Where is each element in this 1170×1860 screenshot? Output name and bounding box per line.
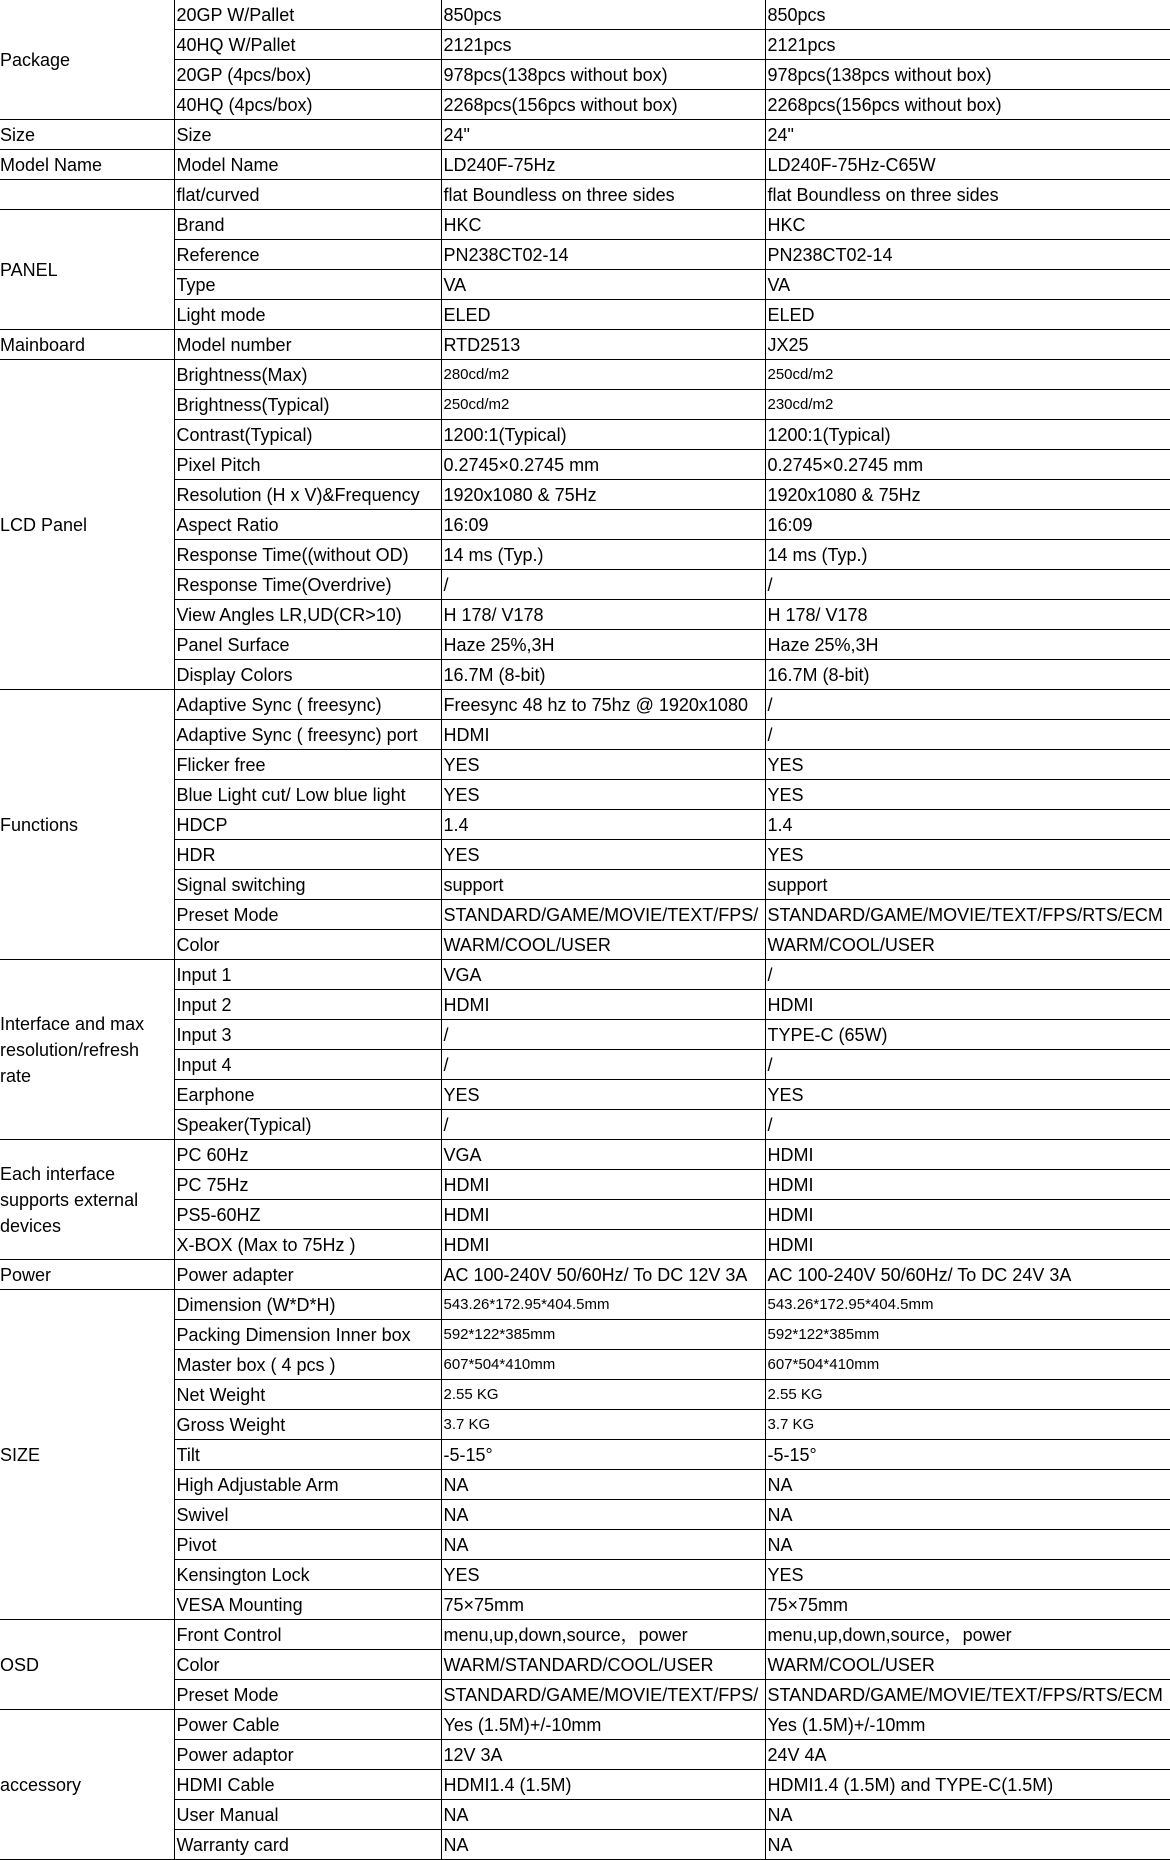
model-2-value-cell: 1920x1080 & 75Hz <box>765 480 1170 510</box>
spec-label-cell: Model Name <box>174 150 441 180</box>
model-2-value-cell: / <box>765 720 1170 750</box>
model-1-value-cell: NA <box>441 1800 765 1830</box>
model-1-value-cell: H 178/ V178 <box>441 600 765 630</box>
category-cell: Mainboard <box>0 330 174 360</box>
table-row <box>0 1620 1170 1650</box>
model-1-value-cell: 850pcs <box>441 0 765 30</box>
model-2-value-cell: NA <box>765 1530 1170 1560</box>
spec-label-cell: Response Time(Overdrive) <box>174 570 441 600</box>
category-cell: accessory <box>0 1710 174 1860</box>
model-1-value-cell: 2.55 KG <box>441 1380 765 1410</box>
table-row <box>0 1740 1170 1770</box>
model-2-value-cell: NA <box>765 1470 1170 1500</box>
spec-label-cell: Power adapter <box>174 1260 441 1290</box>
category-cell: Each interface supports external devices <box>0 1140 174 1260</box>
model-2-value-cell: / <box>765 690 1170 720</box>
spec-label-cell: PS5-60HZ <box>174 1200 441 1230</box>
spec-label-cell: Gross Weight <box>174 1410 441 1440</box>
model-2-value-cell: 24" <box>765 120 1170 150</box>
spec-label-cell: High Adjustable Arm <box>174 1470 441 1500</box>
model-2-value-cell: LD240F-75Hz-C65W <box>765 150 1170 180</box>
model-2-value-cell: VA <box>765 270 1170 300</box>
table-row <box>0 810 1170 840</box>
spec-label-cell: Brightness(Max) <box>174 360 441 390</box>
spec-label-cell: Kensington Lock <box>174 1560 441 1590</box>
model-2-value-cell: 0.2745×0.2745 mm <box>765 450 1170 480</box>
model-2-value-cell: 543.26*172.95*404.5mm <box>765 1290 1170 1320</box>
model-1-value-cell: / <box>441 1110 765 1140</box>
model-2-value-cell: 2.55 KG <box>765 1380 1170 1410</box>
model-2-value-cell: menu,up,down,source，power <box>765 1620 1170 1650</box>
model-1-value-cell: WARM/STANDARD/COOL/USER <box>441 1650 765 1680</box>
table-row <box>0 330 1170 360</box>
model-2-value-cell: 978pcs(138pcs without box) <box>765 60 1170 90</box>
model-1-value-cell: / <box>441 570 765 600</box>
spec-label-cell: VESA Mounting <box>174 1590 441 1620</box>
spec-label-cell: PC 75Hz <box>174 1170 441 1200</box>
model-1-value-cell: 12V 3A <box>441 1740 765 1770</box>
category-cell: Interface and max resolution/refresh rate <box>0 960 174 1140</box>
model-1-value-cell: 24" <box>441 120 765 150</box>
model-2-value-cell: / <box>765 1050 1170 1080</box>
spec-label-cell: X-BOX (Max to 75Hz ) <box>174 1230 441 1260</box>
spec-label-cell: HDR <box>174 840 441 870</box>
model-1-value-cell: 2268pcs(156pcs without box) <box>441 90 765 120</box>
model-1-value-cell: 1920x1080 & 75Hz <box>441 480 765 510</box>
spec-label-cell: Adaptive Sync ( freesync) <box>174 690 441 720</box>
table-row <box>0 570 1170 600</box>
model-1-value-cell: 978pcs(138pcs without box) <box>441 60 765 90</box>
model-1-value-cell: 543.26*172.95*404.5mm <box>441 1290 765 1320</box>
spec-label-cell: Preset Mode <box>174 900 441 930</box>
model-1-value-cell: STANDARD/GAME/MOVIE/TEXT/FPS/ <box>441 1680 765 1710</box>
table-row <box>0 1320 1170 1350</box>
table-row <box>0 870 1170 900</box>
model-1-value-cell: YES <box>441 840 765 870</box>
category-cell: Functions <box>0 690 174 960</box>
table-row <box>0 720 1170 750</box>
model-1-value-cell: RTD2513 <box>441 330 765 360</box>
spec-label-cell: Power Cable <box>174 1710 441 1740</box>
model-2-value-cell: STANDARD/GAME/MOVIE/TEXT/FPS/RTS/ECM <box>765 1680 1170 1710</box>
model-2-value-cell: HKC <box>765 210 1170 240</box>
spec-label-cell: View Angles LR,UD(CR>10) <box>174 600 441 630</box>
table-row <box>0 1440 1170 1470</box>
spec-label-cell: Pixel Pitch <box>174 450 441 480</box>
spec-label-cell: Power adaptor <box>174 1740 441 1770</box>
model-2-value-cell: 607*504*410mm <box>765 1350 1170 1380</box>
model-1-value-cell: NA <box>441 1500 765 1530</box>
model-1-value-cell: HDMI <box>441 1200 765 1230</box>
table-row <box>0 1410 1170 1440</box>
category-cell: OSD <box>0 1620 174 1710</box>
spec-label-cell: Display Colors <box>174 660 441 690</box>
table-row <box>0 0 1170 30</box>
table-row <box>0 1140 1170 1170</box>
table-row <box>0 840 1170 870</box>
model-2-value-cell: 2121pcs <box>765 30 1170 60</box>
model-1-value-cell: NA <box>441 1530 765 1560</box>
model-2-value-cell: HDMI <box>765 1170 1170 1200</box>
table-row <box>0 1590 1170 1620</box>
model-1-value-cell: Haze 25%,3H <box>441 630 765 660</box>
table-row <box>0 390 1170 420</box>
spec-label-cell: Brand <box>174 210 441 240</box>
spec-label-cell: PC 60Hz <box>174 1140 441 1170</box>
table-row <box>0 90 1170 120</box>
table-row <box>0 630 1170 660</box>
model-1-value-cell: 14 ms (Typ.) <box>441 540 765 570</box>
spec-label-cell: Input 1 <box>174 960 441 990</box>
model-2-value-cell: NA <box>765 1800 1170 1830</box>
model-2-value-cell: WARM/COOL/USER <box>765 930 1170 960</box>
model-2-value-cell: ELED <box>765 300 1170 330</box>
table-row <box>0 360 1170 390</box>
model-1-value-cell: HDMI <box>441 1230 765 1260</box>
model-2-value-cell: JX25 <box>765 330 1170 360</box>
model-1-value-cell: 592*122*385mm <box>441 1320 765 1350</box>
model-1-value-cell: -5-15° <box>441 1440 765 1470</box>
spec-label-cell: Pivot <box>174 1530 441 1560</box>
spec-label-cell: Master box ( 4 pcs ) <box>174 1350 441 1380</box>
model-1-value-cell: ELED <box>441 300 765 330</box>
spec-label-cell: Resolution (H x V)&Frequency <box>174 480 441 510</box>
model-1-value-cell: 1200:1(Typical) <box>441 420 765 450</box>
category-cell: PANEL <box>0 210 174 330</box>
spec-label-cell: Front Control <box>174 1620 441 1650</box>
model-1-value-cell: VA <box>441 270 765 300</box>
category-cell: LCD Panel <box>0 360 174 690</box>
model-1-value-cell: menu,up,down,source，power <box>441 1620 765 1650</box>
model-1-value-cell: 2121pcs <box>441 30 765 60</box>
model-1-value-cell: HDMI <box>441 720 765 750</box>
spec-label-cell: Brightness(Typical) <box>174 390 441 420</box>
model-1-value-cell: 0.2745×0.2745 mm <box>441 450 765 480</box>
table-row <box>0 510 1170 540</box>
table-row <box>0 30 1170 60</box>
model-1-value-cell: 75×75mm <box>441 1590 765 1620</box>
model-2-value-cell: H 178/ V178 <box>765 600 1170 630</box>
spec-label-cell: Preset Mode <box>174 1680 441 1710</box>
spec-label-cell: Earphone <box>174 1080 441 1110</box>
model-1-value-cell: YES <box>441 1560 765 1590</box>
table-row <box>0 60 1170 90</box>
model-1-value-cell: HDMI1.4 (1.5M) <box>441 1770 765 1800</box>
model-2-value-cell: 250cd/m2 <box>765 360 1170 390</box>
model-1-value-cell: / <box>441 1050 765 1080</box>
model-2-value-cell: 850pcs <box>765 0 1170 30</box>
model-2-value-cell: HDMI <box>765 1140 1170 1170</box>
model-2-value-cell: 230cd/m2 <box>765 390 1170 420</box>
spec-label-cell: 40HQ W/Pallet <box>174 30 441 60</box>
model-1-value-cell: 607*504*410mm <box>441 1350 765 1380</box>
table-row <box>0 960 1170 990</box>
model-2-value-cell: Yes (1.5M)+/-10mm <box>765 1710 1170 1740</box>
category-cell: Size <box>0 120 174 150</box>
model-2-value-cell: / <box>765 570 1170 600</box>
table-row <box>0 1350 1170 1380</box>
model-2-value-cell: YES <box>765 780 1170 810</box>
model-2-value-cell: TYPE-C (65W) <box>765 1020 1170 1050</box>
table-row <box>0 1020 1170 1050</box>
table-row <box>0 660 1170 690</box>
spec-label-cell: Speaker(Typical) <box>174 1110 441 1140</box>
model-1-value-cell: HDMI <box>441 990 765 1020</box>
model-2-value-cell: 1.4 <box>765 810 1170 840</box>
table-row <box>0 1050 1170 1080</box>
model-1-value-cell: YES <box>441 780 765 810</box>
table-row <box>0 1530 1170 1560</box>
spec-label-cell: flat/curved <box>174 180 441 210</box>
table-row <box>0 210 1170 240</box>
model-2-value-cell: STANDARD/GAME/MOVIE/TEXT/FPS/RTS/ECM <box>765 900 1170 930</box>
table-row <box>0 1110 1170 1140</box>
model-1-value-cell: VGA <box>441 1140 765 1170</box>
spec-label-cell: Aspect Ratio <box>174 510 441 540</box>
spec-label-cell: Flicker free <box>174 750 441 780</box>
model-2-value-cell: YES <box>765 840 1170 870</box>
spec-label-cell: Color <box>174 930 441 960</box>
model-2-value-cell: YES <box>765 750 1170 780</box>
model-2-value-cell: 75×75mm <box>765 1590 1170 1620</box>
table-row <box>0 600 1170 630</box>
spec-label-cell: Warranty card <box>174 1830 441 1860</box>
model-2-value-cell: Haze 25%,3H <box>765 630 1170 660</box>
model-2-value-cell: 1200:1(Typical) <box>765 420 1170 450</box>
table-row <box>0 750 1170 780</box>
spec-label-cell: Panel Surface <box>174 630 441 660</box>
table-row <box>0 540 1170 570</box>
model-2-value-cell: HDMI1.4 (1.5M) and TYPE-C(1.5M) <box>765 1770 1170 1800</box>
model-2-value-cell: / <box>765 1110 1170 1140</box>
spec-label-cell: Tilt <box>174 1440 441 1470</box>
spec-label-cell: Reference <box>174 240 441 270</box>
model-2-value-cell: HDMI <box>765 990 1170 1020</box>
model-1-value-cell: 250cd/m2 <box>441 390 765 420</box>
category-cell: Package <box>0 0 174 120</box>
model-1-value-cell: STANDARD/GAME/MOVIE/TEXT/FPS/ <box>441 900 765 930</box>
table-row <box>0 150 1170 180</box>
model-2-value-cell: 16:09 <box>765 510 1170 540</box>
table-row <box>0 1230 1170 1260</box>
spec-label-cell: Type <box>174 270 441 300</box>
model-2-value-cell: NA <box>765 1500 1170 1530</box>
model-2-value-cell: YES <box>765 1560 1170 1590</box>
model-2-value-cell: WARM/COOL/USER <box>765 1650 1170 1680</box>
spec-label-cell: Size <box>174 120 441 150</box>
table-row <box>0 1170 1170 1200</box>
model-1-value-cell: YES <box>441 1080 765 1110</box>
spec-label-cell: Input 2 <box>174 990 441 1020</box>
spec-label-cell: Response Time((without OD) <box>174 540 441 570</box>
spec-label-cell: Dimension (W*D*H) <box>174 1290 441 1320</box>
table-row <box>0 1710 1170 1740</box>
spec-label-cell: HDCP <box>174 810 441 840</box>
spec-label-cell: Model number <box>174 330 441 360</box>
model-2-value-cell: 2268pcs(156pcs without box) <box>765 90 1170 120</box>
table-row <box>0 1080 1170 1110</box>
model-2-value-cell: HDMI <box>765 1200 1170 1230</box>
model-2-value-cell: / <box>765 960 1170 990</box>
model-1-value-cell: HKC <box>441 210 765 240</box>
spec-label-cell: HDMI Cable <box>174 1770 441 1800</box>
model-2-value-cell: AC 100-240V 50/60Hz/ To DC 24V 3A <box>765 1260 1170 1290</box>
table-row <box>0 1380 1170 1410</box>
model-2-value-cell: support <box>765 870 1170 900</box>
spec-label-cell: Net Weight <box>174 1380 441 1410</box>
model-2-value-cell: flat Boundless on three sides <box>765 180 1170 210</box>
spec-label-cell: Light mode <box>174 300 441 330</box>
category-cell <box>0 180 174 210</box>
model-1-value-cell: AC 100-240V 50/60Hz/ To DC 12V 3A <box>441 1260 765 1290</box>
table-row <box>0 1200 1170 1230</box>
spec-label-cell: Color <box>174 1650 441 1680</box>
table-row <box>0 1500 1170 1530</box>
model-2-value-cell: 3.7 KG <box>765 1410 1170 1440</box>
model-1-value-cell: VGA <box>441 960 765 990</box>
model-1-value-cell: 16.7M (8-bit) <box>441 660 765 690</box>
model-1-value-cell: flat Boundless on three sides <box>441 180 765 210</box>
model-2-value-cell: YES <box>765 1080 1170 1110</box>
spec-label-cell: Swivel <box>174 1500 441 1530</box>
table-row <box>0 1650 1170 1680</box>
spec-label-cell: Blue Light cut/ Low blue light <box>174 780 441 810</box>
table-row <box>0 1560 1170 1590</box>
model-1-value-cell: 1.4 <box>441 810 765 840</box>
model-2-value-cell: 14 ms (Typ.) <box>765 540 1170 570</box>
model-1-value-cell: 3.7 KG <box>441 1410 765 1440</box>
model-1-value-cell: Freesync 48 hz to 75hz @ 1920x1080 <box>441 690 765 720</box>
model-2-value-cell: 24V 4A <box>765 1740 1170 1770</box>
table-row <box>0 180 1170 210</box>
table-row <box>0 120 1170 150</box>
table-row <box>0 900 1170 930</box>
table-row <box>0 1770 1170 1800</box>
table-row <box>0 1800 1170 1830</box>
category-cell: SIZE <box>0 1290 174 1620</box>
model-2-value-cell: HDMI <box>765 1230 1170 1260</box>
model-1-value-cell: NA <box>441 1830 765 1860</box>
spec-label-cell: User Manual <box>174 1800 441 1830</box>
model-1-value-cell: 280cd/m2 <box>441 360 765 390</box>
table-row <box>0 1260 1170 1290</box>
model-2-value-cell: -5-15° <box>765 1440 1170 1470</box>
spec-label-cell: Contrast(Typical) <box>174 420 441 450</box>
model-2-value-cell: NA <box>765 1830 1170 1860</box>
spec-label-cell: 40HQ (4pcs/box) <box>174 90 441 120</box>
model-2-value-cell: 592*122*385mm <box>765 1320 1170 1350</box>
table-row <box>0 990 1170 1020</box>
table-row <box>0 420 1170 450</box>
table-row <box>0 1680 1170 1710</box>
model-1-value-cell: NA <box>441 1470 765 1500</box>
model-1-value-cell: WARM/COOL/USER <box>441 930 765 960</box>
category-cell: Model Name <box>0 150 174 180</box>
model-1-value-cell: LD240F-75Hz <box>441 150 765 180</box>
model-1-value-cell: HDMI <box>441 1170 765 1200</box>
table-row <box>0 450 1170 480</box>
spec-label-cell: 20GP (4pcs/box) <box>174 60 441 90</box>
table-row <box>0 270 1170 300</box>
model-1-value-cell: support <box>441 870 765 900</box>
spec-label-cell: 20GP W/Pallet <box>174 0 441 30</box>
model-1-value-cell: PN238CT02-14 <box>441 240 765 270</box>
table-row <box>0 1470 1170 1500</box>
model-2-value-cell: PN238CT02-14 <box>765 240 1170 270</box>
spec-label-cell: Input 3 <box>174 1020 441 1050</box>
spec-label-cell: Adaptive Sync ( freesync) port <box>174 720 441 750</box>
table-row <box>0 300 1170 330</box>
table-row <box>0 930 1170 960</box>
table-row <box>0 240 1170 270</box>
category-cell: Power <box>0 1260 174 1290</box>
table-row <box>0 690 1170 720</box>
table-row <box>0 780 1170 810</box>
table-row <box>0 1290 1170 1320</box>
spec-label-cell: Packing Dimension Inner box <box>174 1320 441 1350</box>
model-1-value-cell: Yes (1.5M)+/-10mm <box>441 1710 765 1740</box>
table-row <box>0 1830 1170 1860</box>
model-1-value-cell: 16:09 <box>441 510 765 540</box>
spec-label-cell: Input 4 <box>174 1050 441 1080</box>
model-1-value-cell: YES <box>441 750 765 780</box>
spec-label-cell: Signal switching <box>174 870 441 900</box>
model-2-value-cell: 16.7M (8-bit) <box>765 660 1170 690</box>
model-1-value-cell: / <box>441 1020 765 1050</box>
table-row <box>0 480 1170 510</box>
